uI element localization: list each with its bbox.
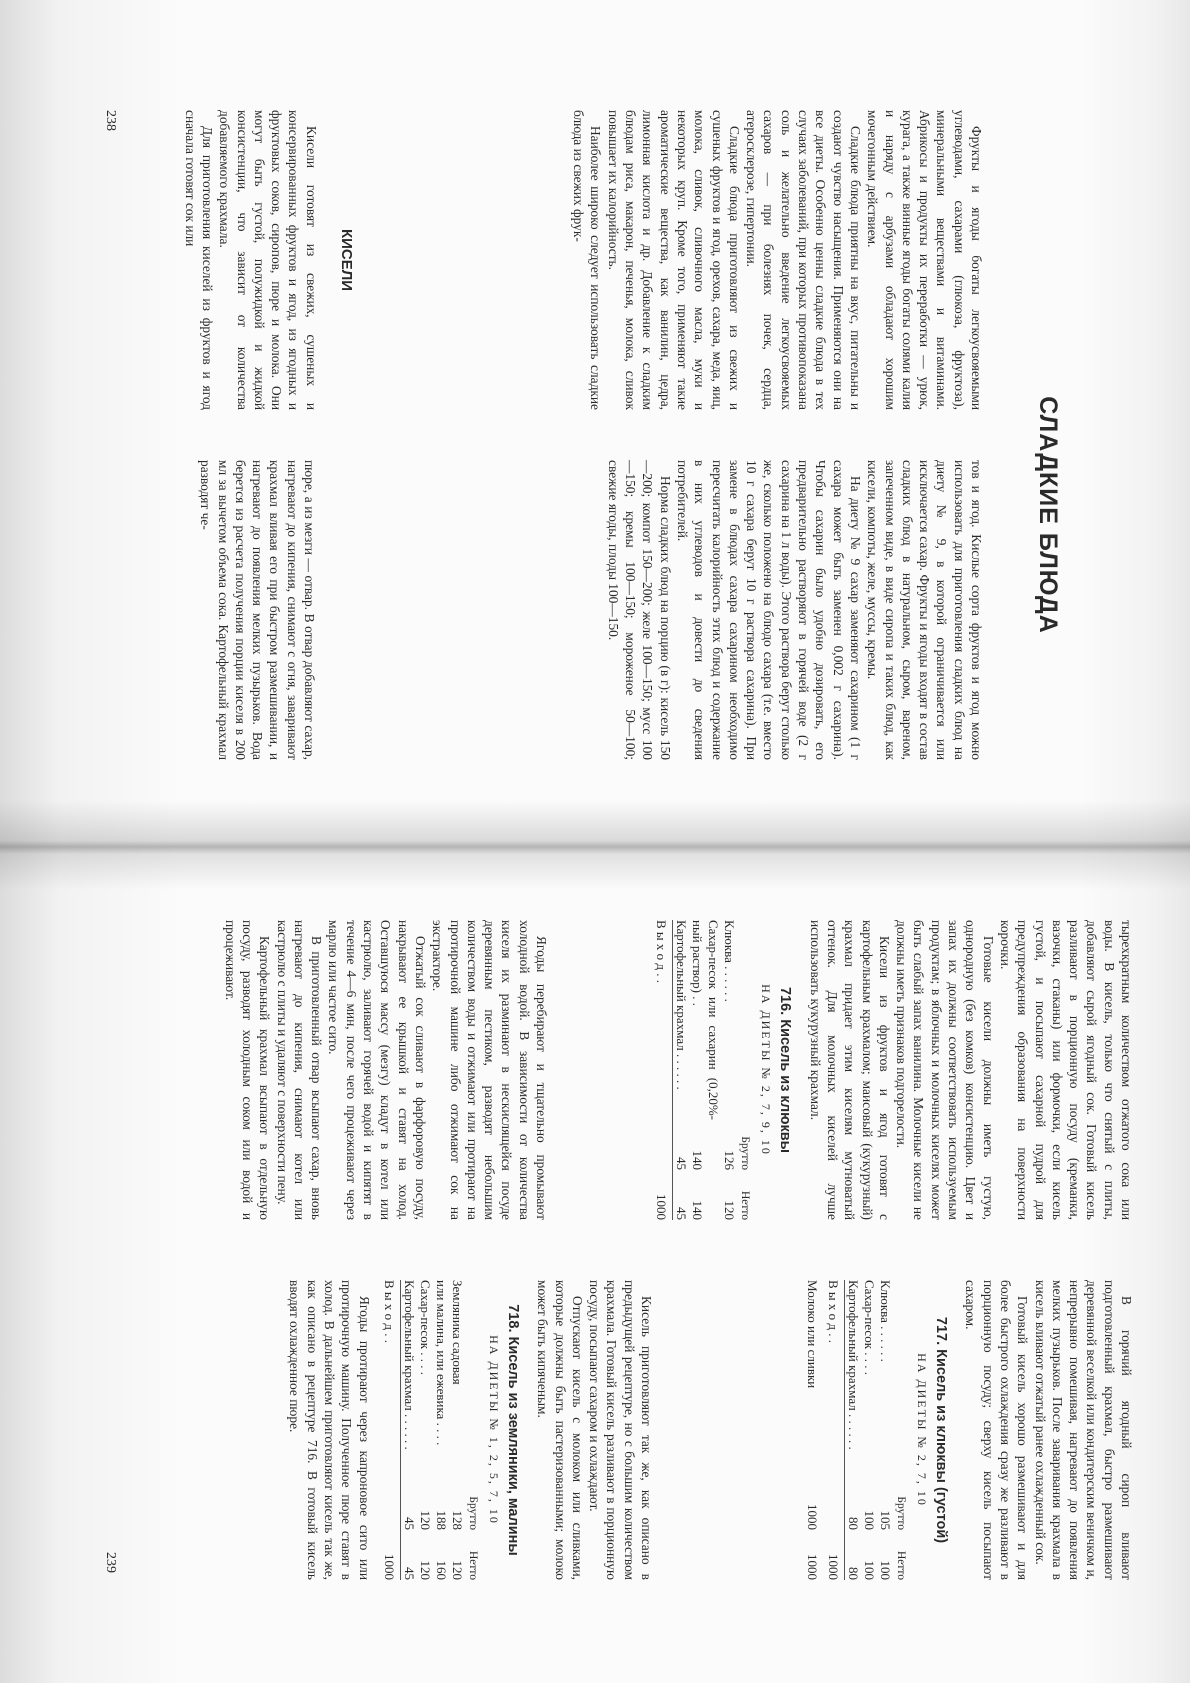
brutto-value: 45	[674, 1157, 690, 1170]
paragraph: Картофельный крахмал всыпают в отдельную посуду, разводят холодным соком или водой и процеживают.	[222, 920, 273, 1220]
yield-row	[381, 1280, 401, 1580]
yield-value: 1000	[653, 1170, 673, 1220]
brutto-header: Брутто	[466, 1496, 479, 1530]
page-239	[0, 840, 1190, 1683]
netto-value: 140	[690, 1200, 706, 1220]
paragraph: Норма сладких блюд на порцию (в г): кисель 150—200; компот 150—200; желе 100—150; мусс 100—150; кремы 100—150; мороженое 50—100; свежие ягоды, плоды 100—150.	[605, 460, 673, 760]
ingredient-row	[433, 1280, 449, 1580]
brutto-value: 105	[877, 1510, 893, 1530]
paragraph: тырехкратным количеством отжатого сока или воды. В кисель, только что снятый с плиты, добавляют сырой ягодный сок. Готовый кисель разливают в порционную посуду (креманки, вазочки, стаканы) или формочки, если кисель густой, и посыпают сахарной пудрой для предупреждения образования на поверхности корочки.	[997, 920, 1134, 1220]
ingredient-name: Молоко или сливки	[804, 1280, 820, 1389]
yield-label: В ы х о д . .	[653, 920, 673, 1120]
ingredient-table	[653, 920, 753, 1220]
netto-value: 120	[417, 1560, 433, 1580]
paragraph: Ягоды протирают через капроновое сито или протирочную машину. Полученное пюре ставят в холод. В дальнейшем приготовляют кисель так же, как описано в рецептуре 716. В готовый кисель вводят охлажденное пюре.	[287, 1280, 372, 1580]
netto-value: 100	[877, 1560, 893, 1580]
ingredient-row	[861, 1280, 877, 1580]
section-title: СЛАДКИЕ БЛЮДА	[1034, 396, 1062, 634]
diet-numbers: НА ДИЕТЫ № 2, 7, 9, 10	[759, 984, 774, 1156]
netto-value: 160	[433, 1560, 449, 1580]
paragraph: Отжатый сок сливают в фарфоровую посуду, накрывают ее крышкой и ставят на холод. Оставшуюся массу (мезгу) кладут в котел или кастрюлю, заливают горячей водой и кипятят в течение 4—6 мин, после чего процеживают через марлю или частое сито.	[326, 920, 428, 1220]
recipe-title: 718. Кисель из земляники, малины	[504, 1304, 521, 1556]
paragraph: Кисель приготовляют так же, как описано в предыдущей рецептуре, но с большим количеством крахмала. Готовый кисель разливают в порционную посуду, посыпают сахаром и охлаждают.	[587, 1280, 654, 1580]
paragraph: Отпускают кисель с молоком или сливками, которые должны быть пастеризованными; молоко может быть кипяченым.	[535, 1280, 585, 1580]
left-column-3	[181, 110, 355, 410]
ingredient-name: Картофельный крахмал . . . . . .	[401, 1280, 417, 1450]
diet-numbers: НА ДИЕТЫ № 2, 7, 10	[915, 1353, 930, 1507]
ingredient-row	[721, 920, 737, 1220]
diet-numbers: НА ДИЕТЫ № 1, 2, 5, 7, 10	[486, 1335, 501, 1525]
brutto-value: 188	[433, 1510, 449, 1530]
ingredient-row	[877, 1280, 893, 1580]
ingredient-name: Клюква . . . . . .	[877, 1280, 893, 1362]
brutto-value: 120	[417, 1510, 433, 1530]
page-number: 239	[103, 1552, 118, 1573]
netto-value: 120	[722, 1200, 738, 1220]
netto-header: Нетто	[894, 1550, 907, 1580]
paragraph: Ягоды перебирают и тщательно промывают холодной водой. В зависимости от количества киселя их разминают в нескислящейся посуде деревянным пестиком, разводят небольшим количеством воды и отжимают или протирают на протирочной машине либо отжимают сок на экстракторе.	[430, 920, 549, 1220]
ingredient-name: Картофельный крахмал . . . . . .	[674, 920, 690, 1090]
paragraph: Кисели из фруктов и ягод готовят с картофельным крахмалом; маисовый (кукурузный) крахмал придает этим киселям мутноватый оттенок. Для молочных киселей лучше использовать кукурузный крахмал.	[807, 920, 892, 1220]
subsection-title: КИСЕЛИ	[338, 228, 355, 292]
yield-label: В ы х о д . .	[381, 1280, 401, 1480]
paragraph: тов и ягод. Кислые сорта фруктов и ягод можно использовать для приготовления сладких блюд на диету № 9, в которой ограничивается или исключается сахар. Фрукты и ягоды входят в состав сладких блюд в натуральном, сыром, вареном, запеченном виде, в виде сиропа и таких блюд, как кисели, компоты, желе, муссы, кремы.	[865, 460, 984, 760]
page-number: 238	[103, 110, 118, 131]
ingredient-name: Сахар-песок . . . .	[417, 1280, 433, 1376]
netto-header: Нетто	[466, 1550, 479, 1580]
brutto-value: 100	[861, 1510, 877, 1530]
brutto-header: Брутто	[894, 1496, 907, 1530]
ingredient-row	[673, 920, 690, 1220]
ingredient-name: Клюква . . . . . .	[722, 920, 738, 1002]
ingredient-name: Сахар-песок . . . .	[861, 1280, 877, 1376]
recipe-716	[653, 920, 794, 1220]
yield-value: 1000	[825, 1530, 845, 1580]
netto-value: 45	[674, 1207, 690, 1220]
brutto-value: 140	[690, 1150, 706, 1170]
netto-value: 45	[401, 1567, 417, 1580]
ingredient-row	[417, 1280, 433, 1580]
yield-row	[653, 920, 673, 1220]
ingredient-name: Сахар-песок или сахарин (0,20%-ный раствор) . .	[690, 920, 722, 1120]
recipe-title: 717. Кисель из клюквы (густой)	[933, 1316, 950, 1544]
paragraph: В приготовленный отвар всыпают сахар, вновь нагревают до кипения, снимают котел или кастрюлю с плиты и удаляют с поверхности пену.	[274, 920, 325, 1220]
yield-value: 1000	[381, 1530, 401, 1580]
paragraph: Для приготовления киселей из фруктов и ягод сначала готовят сок или	[182, 110, 215, 410]
paragraph: В горячий ягодный сироп вливают подготовленный крахмал, быстро размешивают деревянной веселкой или кондитерским веничком и, непрерывно помешивая, нагревают до появления мелких пузырьков. После заваривания крахмала в кисель вливают отжатый ранее охлажденный сок.	[1032, 1280, 1134, 1580]
paragraph: пюре, а из мезги — отвар. В отвар добавляют сахар, нагревают до кипения, снимают с огня, заваривают крахмал вливая его при быстром размешивании, и нагревают до появления мелких пузырьков. Вода берется из расчета получения порции киселя в 200 мл за вычетом объема сока. Картофельный крахмал разводят че-	[198, 460, 317, 760]
brutto-value: 126	[722, 1150, 738, 1170]
left-column-2	[604, 460, 985, 760]
ingredient-table	[804, 1280, 909, 1580]
brutto-value: 80	[845, 1517, 861, 1530]
ingredient-row	[804, 1280, 825, 1580]
ingredient-table	[381, 1280, 481, 1580]
yield-row	[825, 1280, 845, 1580]
netto-header: Нетто	[739, 1190, 752, 1220]
ingredient-row	[844, 1280, 861, 1580]
recipe-718	[381, 1280, 522, 1580]
recipe-title: 716. Кисель из клюквы	[777, 986, 794, 1154]
paragraph: Готовые кисели должны иметь густую, однородную (без комков) консистенцию. Цвет и запах их должны соответствовать используемым продуктам; в яблочных и молочных киселях может быть слабый запах ванилина. Молочные кисели не должны иметь признаков подгорелости.	[894, 920, 996, 1220]
right-column-1	[653, 920, 1135, 1220]
paragraph: Сладкие блюда приготовляют из свежих и сушеных фруктов и ягод, орехов, сахара, меда, яиц, молока, сливок, сливочного масла, муки и некоторых круп. Кроме того, применяют такие ароматические вещества, как ванилин, цедра, лимонная кислота и др. Добавление к сладким блюдам риса, макарон, печенья, молока, сливок повышает их калорийность.	[605, 110, 742, 410]
netto-value: 100	[861, 1560, 877, 1580]
ingredient-name: Картофельный крахмал . . . . . .	[845, 1280, 861, 1450]
ingredient-row	[689, 920, 721, 1220]
right-column-4	[286, 1280, 655, 1580]
page-238	[0, 0, 1190, 840]
ingredient-row	[449, 1280, 465, 1580]
netto-value: 80	[845, 1567, 861, 1580]
ingredient-name: Земляника садовая	[449, 1280, 465, 1385]
netto-value: 1000	[804, 1554, 820, 1580]
brutto-value: 1000	[804, 1504, 820, 1530]
netto-value: 120	[449, 1560, 465, 1580]
brutto-value: 45	[401, 1517, 417, 1530]
paragraph: На диету № 9 сахар заменяют сахарином (1 г сахара может быть заменен 0,002 г сахарина). Чтобы сахарин было удобно дозировать, его предварительно растворяют в горячей воде (2 г сахарина на 1 л воды). Этого раствора берут столько же, сколько положено на блюдо сахара (т.е. вместо 10 г сахара берут 10 г раствора сахарина). При замене в блюдах сахара сахарином необходимо пересчитать калорийность этих блюд и содержание в них углеводов и довести до сведения потребителей.	[674, 460, 863, 760]
right-column-2	[221, 920, 550, 1220]
ingredient-row	[400, 1280, 417, 1580]
brutto-header: Брутто	[739, 1136, 752, 1170]
paragraph: Наиболее широко следует использовать сладкие блюда из свежих фрук-	[571, 110, 604, 410]
brutto-value: 128	[449, 1510, 465, 1530]
paragraph: Сладкие блюда приятны на вкус, питательны и создают чувство насыщения. Применяются они на все диеты. Особенно ценны сладкие блюда в тех случаях заболеваний, при которых противопоказана соль и желательно введение легкоусвояемых сахаров — при болезнях почек, сердца, атеросклерозе, гипертонии.	[744, 110, 863, 410]
paragraph: Готовый кисель хорошо размешивают и для более быстрого охлаждения сразу же разливают в порционную посуду; сверху кисель посыпают сахаром.	[963, 1280, 1031, 1580]
yield-label: В ы х о д . .	[825, 1280, 845, 1480]
paragraph: Фрукты и ягоды богаты легкоусвояемыми углеводами, сахарами (глюкоза, фруктоза), минеральными веществами и витаминами. Абрикосы и продукты их переработки — урюк, курага, а также винные ягоды богаты солями калия и наряду с арбузами обладают хорошим мочегонным действием.	[865, 110, 984, 410]
left-column-4	[197, 460, 318, 760]
recipe-717	[804, 1280, 950, 1580]
ingredient-name: или малина, или ежевика . . . .	[433, 1280, 449, 1446]
paragraph: Кисели готовят из свежих, сушеных и консервированных фруктов и ягод, из ягодных и фруктовых соков, сиропов, пюре и молока. Они могут быть густой, полужидкой и жидкой консистенции, что зависит от количества добавляемого крахмала.	[217, 110, 319, 410]
left-column-1	[570, 110, 985, 410]
right-column-3	[804, 1280, 1135, 1580]
